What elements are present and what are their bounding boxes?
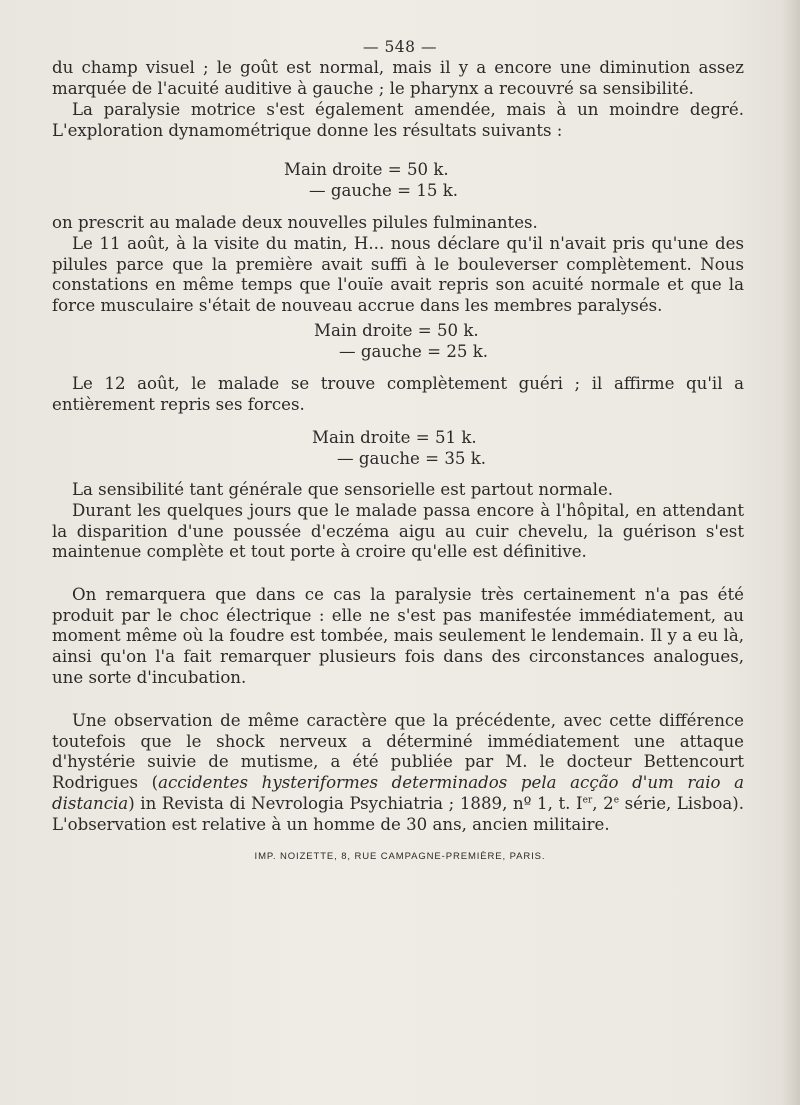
measurement-1-left: — gauche = 15 k. [309, 180, 459, 200]
series-superscript: e [613, 795, 620, 806]
volume-superscript: er [582, 795, 593, 806]
page-edge-shadow [782, 0, 800, 1105]
paragraph-9-citation: ) in Revista di Nevrologia Psychiatria ; 1889, nº 1, t. I [128, 793, 583, 813]
paragraph-9-end: série, Lisboa). L'observation est relative à un homme de 30 ans, ancien militaire. [52, 793, 744, 834]
measurement-2-right: Main droite = 50 k. [314, 321, 479, 340]
paper-title-italic: accidentes hysteriformes determinados pela acção d'um raio a distancia [52, 773, 744, 813]
paragraph-9 [52, 711, 744, 835]
printer-imprint: IMP. NOIZETTE, 8, RUE CAMPAGNE-PREMIÈRE, PARIS. [254, 851, 546, 862]
paragraph-2: La paralysie motrice s'est également amendée, mais à un moindre degré. L'exploration dynamométrique donne les résultats suivants : [52, 100, 744, 140]
measurement-1-right: Main droite = 50 k. [284, 160, 449, 179]
paragraph-9-start: Une observation de même caractère que la précédente, avec cette différence toutefois que le shock nerveux a déterminé immédiatement une attaque d'hystérie suivie de mutisme, a été publiée par M. le docteur Bettencourt Rodrigues ( [52, 711, 744, 793]
measurement-3-right: Main droite = 51 k. [312, 428, 477, 447]
measurement-1 [284, 160, 458, 201]
paragraph-4: Le 11 août, à la visite du matin, H... nous déclare qu'il n'avait pris qu'une des pilules parce que la première avait suffi à le bouleverser complètement. Nous constations en même temps que l'ouïe avait repris son acuité normale et que la force musculaire s'était de nouveau accrue dans les membres paralysés. [52, 234, 744, 316]
paragraph-7: Durant les quelques jours que le malade passa encore à l'hôpital, en attendant la disparition d'une poussée d'eczéma aigu au cuir chevelu, la guérison s'est maintenue complète et tout porte à croire qu'elle est définitive. [52, 501, 744, 562]
paragraph-5: Le 12 août, le malade se trouve complètement guéri ; il affirme qu'il a entièrement repris ses forces. [52, 374, 744, 414]
measurement-2-left: — gauche = 25 k. [339, 341, 489, 361]
paragraph-9-series: , 2 [592, 793, 614, 813]
paragraph-3: on prescrit au malade deux nouvelles pilules fulminantes. [52, 213, 538, 232]
page-number: — 548 — [363, 38, 437, 56]
measurement-2 [314, 321, 488, 362]
measurement-3 [312, 428, 486, 469]
paragraph-1: du champ visuel ; le goût est normal, mais il y a encore une diminution assez marquée de l'acuité auditive à gauche ; le pharynx a recouvré sa sensibilité. [52, 58, 744, 98]
paragraph-8: On remarquera que dans ce cas la paralysie très certainement n'a pas été produit par le choc électrique : elle ne s'est pas manifestée immédiatement, au moment même où la foudre est tombée, mais seulement le lendemain. Il y a eu là, ainsi qu'on l'a fait remarquer plusieurs fois dans des circonstances analogues, une sorte d'incubation. [52, 585, 744, 687]
measurement-3-left: — gauche = 35 k. [337, 448, 487, 468]
paragraph-6: La sensibilité tant générale que sensorielle est partout normale. [72, 480, 614, 499]
